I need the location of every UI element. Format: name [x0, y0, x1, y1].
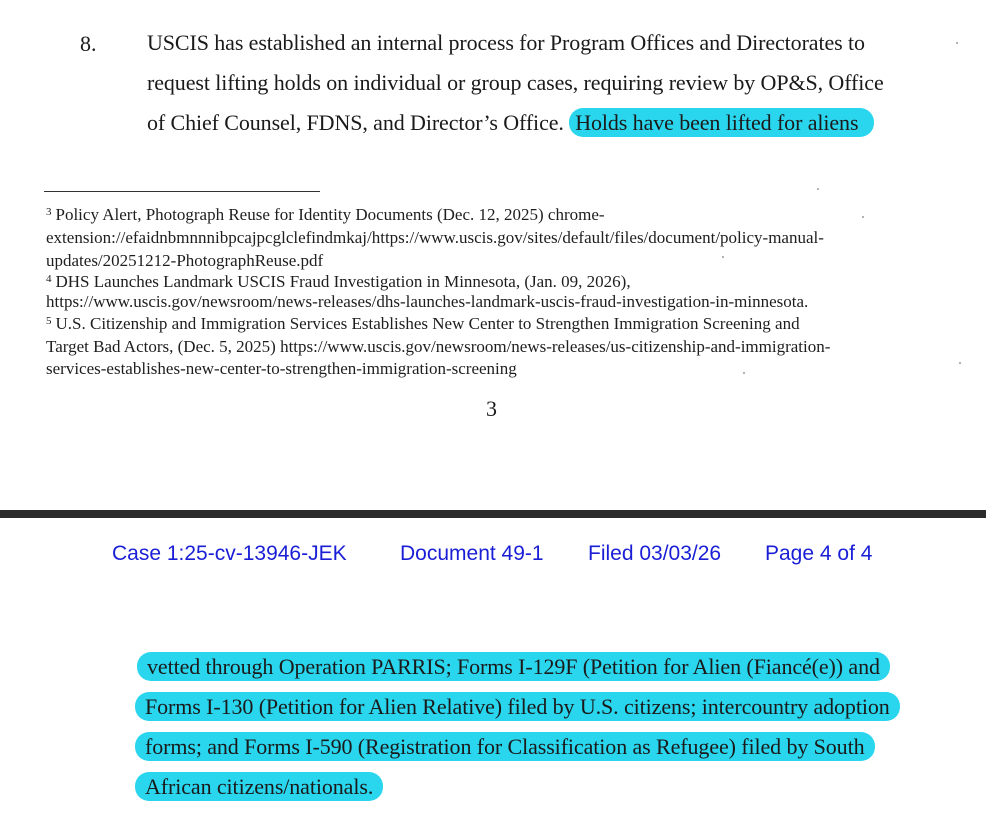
- filed-date: Filed 03/03/26: [588, 542, 722, 565]
- footnote-4-text-1: DHS Launches Landmark USCIS Fraud Investigation in Minnesota, (Jan. 09, 2026),: [55, 272, 631, 291]
- continued-line-3: [135, 734, 875, 760]
- page-count: Page 4 of 4: [765, 542, 873, 565]
- paragraph-line-1: USCIS has established an internal process for Program Offices and Directorates to: [147, 30, 865, 55]
- page-break-divider: [0, 510, 986, 518]
- paragraph-line-3-plain: of Chief Counsel, FDNS, and Director’s Office.: [147, 110, 564, 135]
- highlighted-text: Forms I-130 (Petition for Alien Relative) filed by U.S. citizens; intercountry adoption: [135, 692, 900, 721]
- footnote-4-line-1: [46, 272, 631, 292]
- footnote-3-line-1: [46, 205, 605, 225]
- document-number: Document 49-1: [400, 542, 544, 565]
- paragraph-line-2: request lifting holds on individual or group cases, requiring review by OP&S, Office: [147, 70, 884, 95]
- footnote-5-line-2: Target Bad Actors, (Dec. 5, 2025) https://www.uscis.gov/newsroom/news-releases/us-citizenship-and-immigration-: [46, 337, 831, 356]
- footnote-5-line-3: services-establishes-new-center-to-strengthen-immigration-screening: [46, 359, 517, 378]
- footnote-5-text-1: U.S. Citizenship and Immigration Services Establishes New Center to Strengthen Immigration Screening and: [55, 314, 800, 333]
- footnote-3-number: 3: [46, 206, 52, 218]
- paragraph-number: 8.: [80, 31, 97, 56]
- scan-speck: [817, 188, 819, 190]
- paragraph-line-3: [147, 110, 874, 136]
- continued-line-4: [135, 774, 383, 800]
- scan-speck: [959, 362, 961, 364]
- footnote-5-line-1: [46, 314, 800, 334]
- page-number: 3: [486, 396, 497, 421]
- scan-speck: [722, 256, 724, 258]
- continued-line-2: [135, 694, 900, 720]
- continued-line-1: [137, 654, 890, 680]
- footnote-3-line-3: updates/20251212-PhotographReuse.pdf: [46, 251, 324, 270]
- scan-speck: [862, 216, 864, 218]
- highlighted-text: African citizens/nationals.: [135, 772, 383, 801]
- footnote-5-number: 5: [46, 315, 52, 327]
- footnote-4-line-2: https://www.uscis.gov/newsroom/news-releases/dhs-launches-landmark-uscis-fraud-investigation-in-minnesota.: [46, 292, 809, 311]
- highlighted-text: forms; and Forms I-590 (Registration for Classification as Refugee) filed by South: [135, 732, 875, 761]
- footnote-3-line-2: extension://efaidnbmnnnibpcajpcglclefindmkaj/https://www.uscis.gov/sites/default/files/document/policy-manual-: [46, 228, 824, 247]
- scan-speck: [956, 42, 958, 44]
- footnote-separator: [44, 191, 320, 192]
- footnote-3-text-1: Policy Alert, Photograph Reuse for Identity Documents (Dec. 12, 2025) chrome-: [55, 205, 605, 224]
- highlighted-text: vetted through Operation PARRIS; Forms I-129F (Petition for Alien (Fiancé(e)) and: [137, 652, 890, 681]
- case-header: [0, 540, 986, 570]
- case-number: Case 1:25-cv-13946-JEK: [112, 542, 347, 565]
- footnote-4-number: 4: [46, 273, 52, 285]
- highlighted-text: Holds have been lifted for aliens: [569, 108, 874, 137]
- scan-speck: [743, 372, 745, 374]
